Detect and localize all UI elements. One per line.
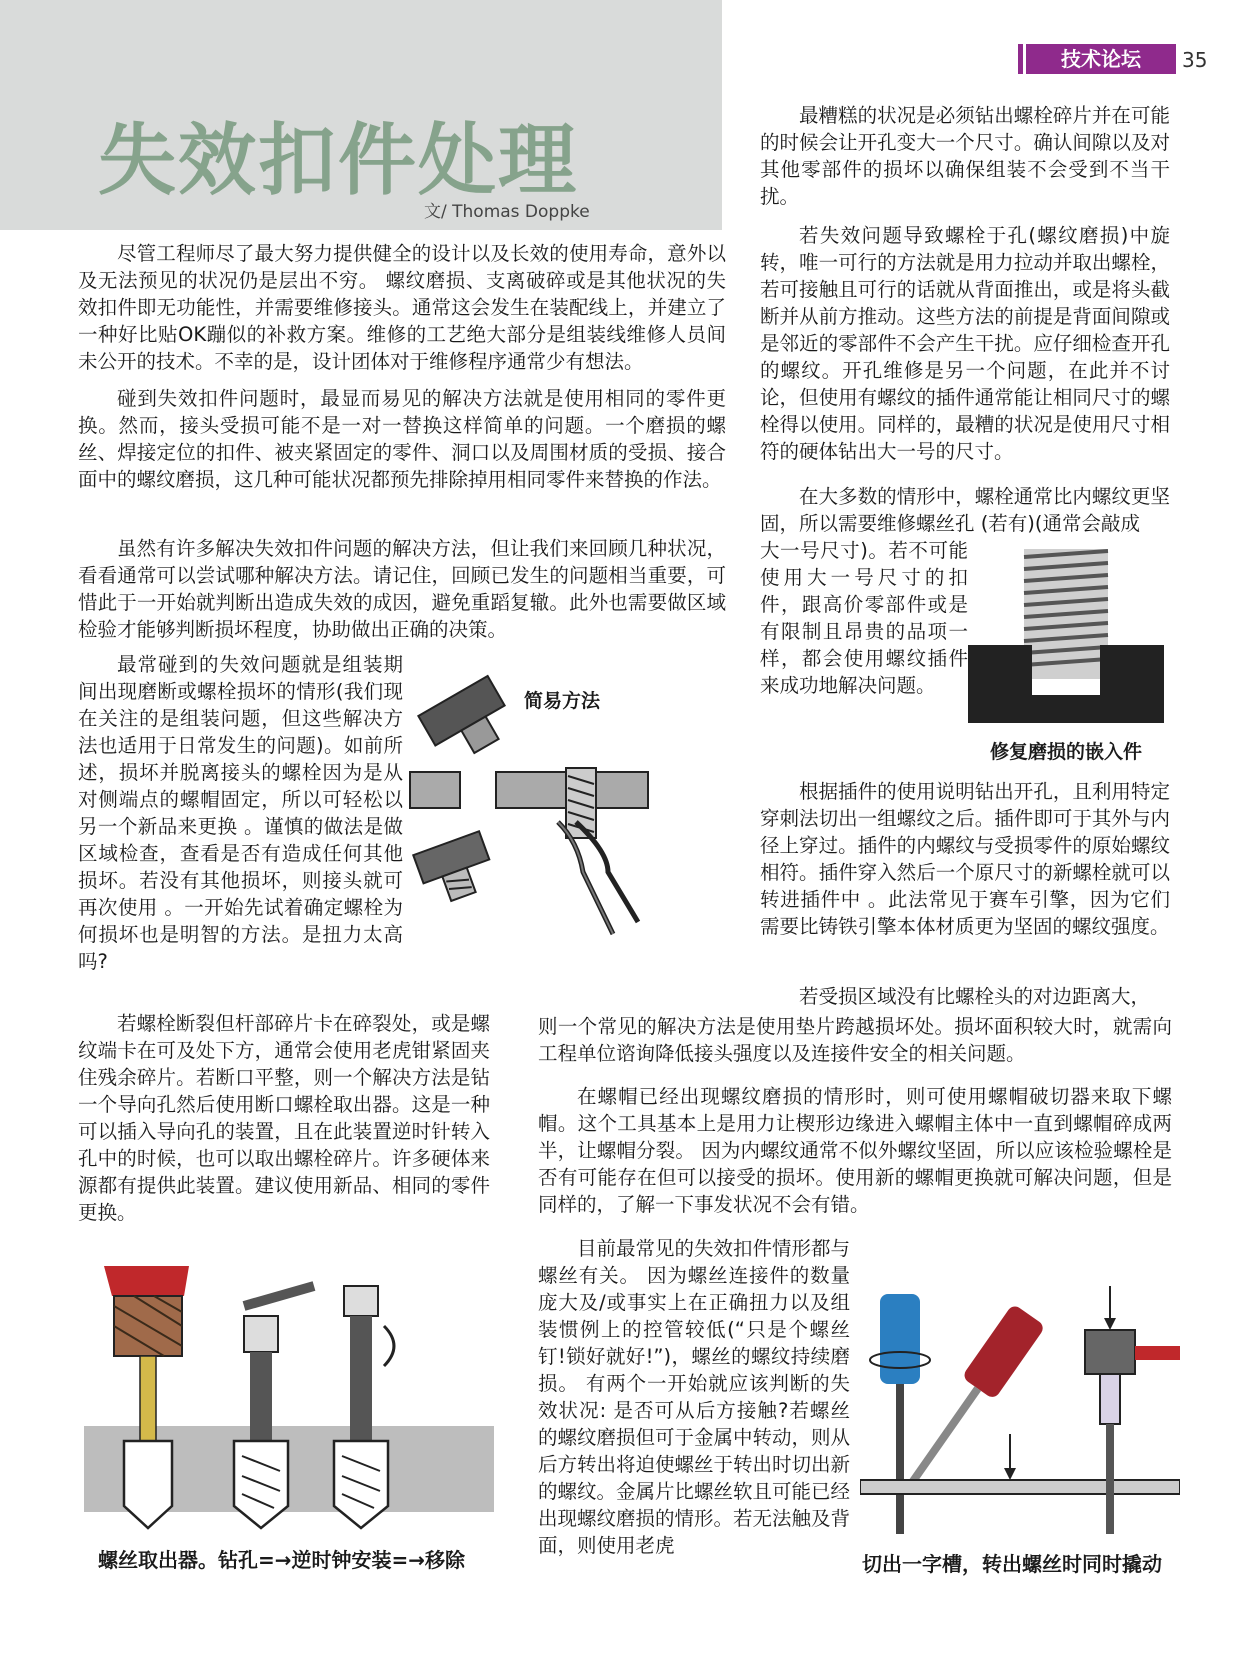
simple-method-caption: 简易方法 <box>524 690 601 712</box>
rotate-arrow-icon <box>384 1326 394 1366</box>
paragraph-worst-case: 最糟糕的状况是必须钻出螺栓碎片并在可能的时候会让开孔变大一个尺寸。确认间隙以及对其他零部件的损坏以确保组装不会受到不当干扰。 <box>760 104 1170 208</box>
paragraph-thread-repair: 在大多数的情形中，螺栓通常比内螺纹更坚固，所以需要维修螺丝孔 (若有)(通常会敲成 <box>760 485 1170 535</box>
drill-icon <box>104 1266 189 1296</box>
plate-left <box>410 772 460 808</box>
bolt-top-icon <box>418 676 517 768</box>
paragraph-review: 虽然有许多解决失效扣件问题的解决方法，但让我们来回顾几种状况，看看通常可以尝试哪种解决方法。请记住，回顾已发生的问题相当重要，可惜此于一开始就判断出造成失效的成因，避免重蹈复辙。此外也需要做区域检验才能够判断损坏程度，协助做出正确的决策。 <box>78 537 726 641</box>
paragraph-washer: 则一个常见的解决方法是使用垫片跨越损坏处。损坏面积较大时，就需向工程单位谘询降低接头强度以及连接件安全的相关问题。 <box>538 1015 1172 1065</box>
paragraph-insert-use: 大一号尺寸)。若不可能使用大一号尺寸的扣件，跟高价零部件或是有限制且昂贵的品项一样，都会使用螺纹插件来成功地解决问题。 <box>760 539 968 697</box>
hammer-icon <box>1085 1330 1135 1374</box>
insert-caption: 修复磨损的嵌入件 <box>990 741 1143 763</box>
page-number: 35 <box>1182 48 1208 72</box>
paragraph-screws: 目前最常见的失效扣件情形都与螺丝有关。 因为螺丝连接件的数量庞大及/或事实上在正确扭力以及组装惯例上的控管较低(“只是个螺丝钉!锁好就好!”)，螺丝的螺纹持续磨损。 有两个一开始就应该判断的失效状况: 是否可从后方接触?若螺丝的螺纹磨损但可于金属中转动，则从后方转出将迫使螺丝于转出时切出新的螺纹。金属片比螺丝软且可能已经出现螺纹磨损的情形。若无法触及背面，则使用老虎 <box>538 1237 851 1557</box>
paragraph-replacement: 碰到失效扣件问题时，最显而易见的解决方法就是使用相同的零件更换。然而，接头受损可能不是一对一替换这样简单的问题。一个磨损的螺丝、焊接定位的扣件、被夹紧固定的零件、洞口以及周围材质的受损、接合面中的螺纹磨损，这几种可能状况都预先排除掉用相同零件来替换的作法。 <box>78 387 726 491</box>
byline: 文/ Thomas Doppke <box>424 202 590 222</box>
bolt-bottom-icon <box>413 831 498 908</box>
paragraph-intro: 尽管工程师尽了最大努力提供健全的设计以及长效的使用寿命，意外以及无法预见的状况仍是层出不穷。 螺纹磨损、支离破碎或是其他状况的失效扣件即无功能性，并需要维修接头。通常这会发生在装配线上，并建立了一种好比贴OK蹦似的补救方案。维修的工艺绝大部分是组装线维修人员间未公开的技术。不幸的是，设计团体对于维修程序通常少有想法。 <box>78 242 726 373</box>
thread-insert-figure <box>966 545 1166 725</box>
paragraph-nut-splitter: 在螺帽已经出现螺纹磨损的情形时，则可使用螺帽破切器来取下螺帽。这个工具基本上是用力让楔形边缘进入螺帽主体中一直到螺帽碎成两半，让螺帽分裂。 因为内螺纹通常不似外螺纹坚固，所以应该检验螺栓是否有可能存在但可以接受的损坏。使用新的螺帽更换就可解决问题，但是同样的，了解一下事发状况不会有错。 <box>538 1085 1172 1216</box>
paragraph-spinning-bolt: 若失效问题导致螺栓于孔(螺纹磨损)中旋转，唯一可行的方法就是用力拉动并取出螺栓，若可接触且可行的话就从背面推出，或是将头截断并从前方推动。这些方法的前提是背面间隙或是邻近的零部件不会产生干扰。应仔细检查开孔的螺纹。开孔维修是另一个问题，在此并不讨论，但使用有螺纹的插件通常能让相同尺寸的螺栓得以使用。同样的，最糟的状况是使用尺寸相符的硬体钻出大一号的尺寸。 <box>760 224 1170 463</box>
paragraph-washer-lead: 若受损区域没有比螺栓头的对边距离大， <box>799 985 1151 1008</box>
paragraph-insert-install: 根据插件的使用说明钻出开孔，且利用特定穿刺法切出一组螺纹之后。插件即可于其外与内径上穿过。插件的内螺纹与受损零件的原始螺纹相符。插件穿入然后一个原尺寸的新螺栓就可以转进插件中 。此法常见于赛车引擎，因为它们需要比铸铁引擎本体材质更为坚固的螺纹强度。 <box>760 780 1170 938</box>
wrench-icon <box>244 1286 314 1306</box>
paragraph-common-failure: 最常碰到的失效问题就是组装期间出现磨断或螺栓损坏的情形(我们现在关注的是组装问题，但这些解决方法也适用于日常发生的问题)。如前所述，损坏并脱离接头的螺栓因为是从对侧端点的螺帽固定，所以可轻松以另一个新品来更换 。谨慎的做法是做区域检查，查看是否有造成任何其他损坏。若没有其他损坏，则接头就可再次使用 。一开始先试着确定螺栓为何损坏也是明智的方法。是扭力太高吗? <box>78 653 403 973</box>
paragraph-broken-bolt: 若螺栓断裂但杆部碎片卡在碎裂处，或是螺纹端卡在可及处下方，通常会使用老虎钳紧固夹住残余碎片。若断口平整，则一个解决方法是钻一个导向孔然后使用断口螺栓取出器。这是一种可以插入导向孔的装置，且在此装置逆时针转入孔中的时候，也可以取出螺栓碎片。许多硬体来源都有提供此装置。建议使用新品、相同的零件更换。 <box>78 1012 490 1224</box>
screwdriver-blue-icon <box>880 1294 920 1384</box>
slot-figure <box>860 1284 1180 1544</box>
simple-method-figure <box>408 672 708 944</box>
section-marker <box>1018 44 1023 74</box>
extractor-caption: 螺丝取出器。钻孔=→逆时钟安装=→移除 <box>98 1548 466 1572</box>
article-title: 失效扣件处理 <box>98 115 579 206</box>
extractor-figure <box>84 1266 494 1536</box>
section-tag: 技术论坛 <box>1026 44 1176 74</box>
slot-caption: 切出一字槽，转出螺丝时同时撬动 <box>862 1552 1162 1576</box>
arrow-down-icon <box>1004 1468 1016 1480</box>
